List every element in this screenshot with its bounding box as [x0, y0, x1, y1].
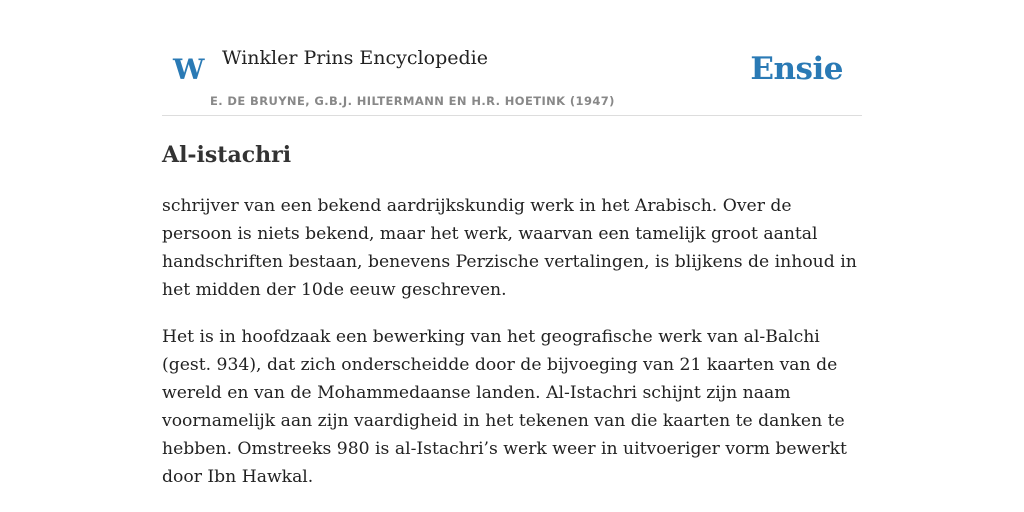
- article-title: Al-istachri: [162, 142, 292, 168]
- article-paragraph: Het is in hoofdzaak een bewerking van het geografische werk van al-Balchi (gest. 934), dat zich onderscheidde door de bijvoeging van 21 kaarten van de wereld en van de Mohammedaanse landen. Al-Istachri schijnt zijn naam voornamelijk aan zijn vaardigheid in het tekenen van die kaarten te danken te hebben. Omstreeks 980 is al-Istachri’s werk weer in uitvoeriger vorm bewerkt door Ibn Hawkal.: [162, 327, 847, 487]
- ensie-brand-logo[interactable]: Ensie: [750, 51, 843, 87]
- article-card: [162, 0, 862, 487]
- source-header: [162, 0, 862, 116]
- publication-title[interactable]: Winkler Prins Encyclopedie: [222, 47, 488, 69]
- authors-line: E. DE BRUYNE, G.B.J. HILTERMANN EN H.R. HOETINK (1947): [210, 94, 615, 108]
- article-paragraph: schrijver van een bekend aardrijkskundig werk in het Arabisch. Over de persoon is niets bekend, maar het werk, waarvan een tamelijk groot aantal handschriften bestaan, benevens Perzische vertalingen, is blijkens de inhoud in het midden der 10de eeuw geschreven.: [162, 196, 857, 300]
- winkler-prins-logo[interactable]: W: [173, 53, 205, 86]
- article-body: [162, 192, 862, 510]
